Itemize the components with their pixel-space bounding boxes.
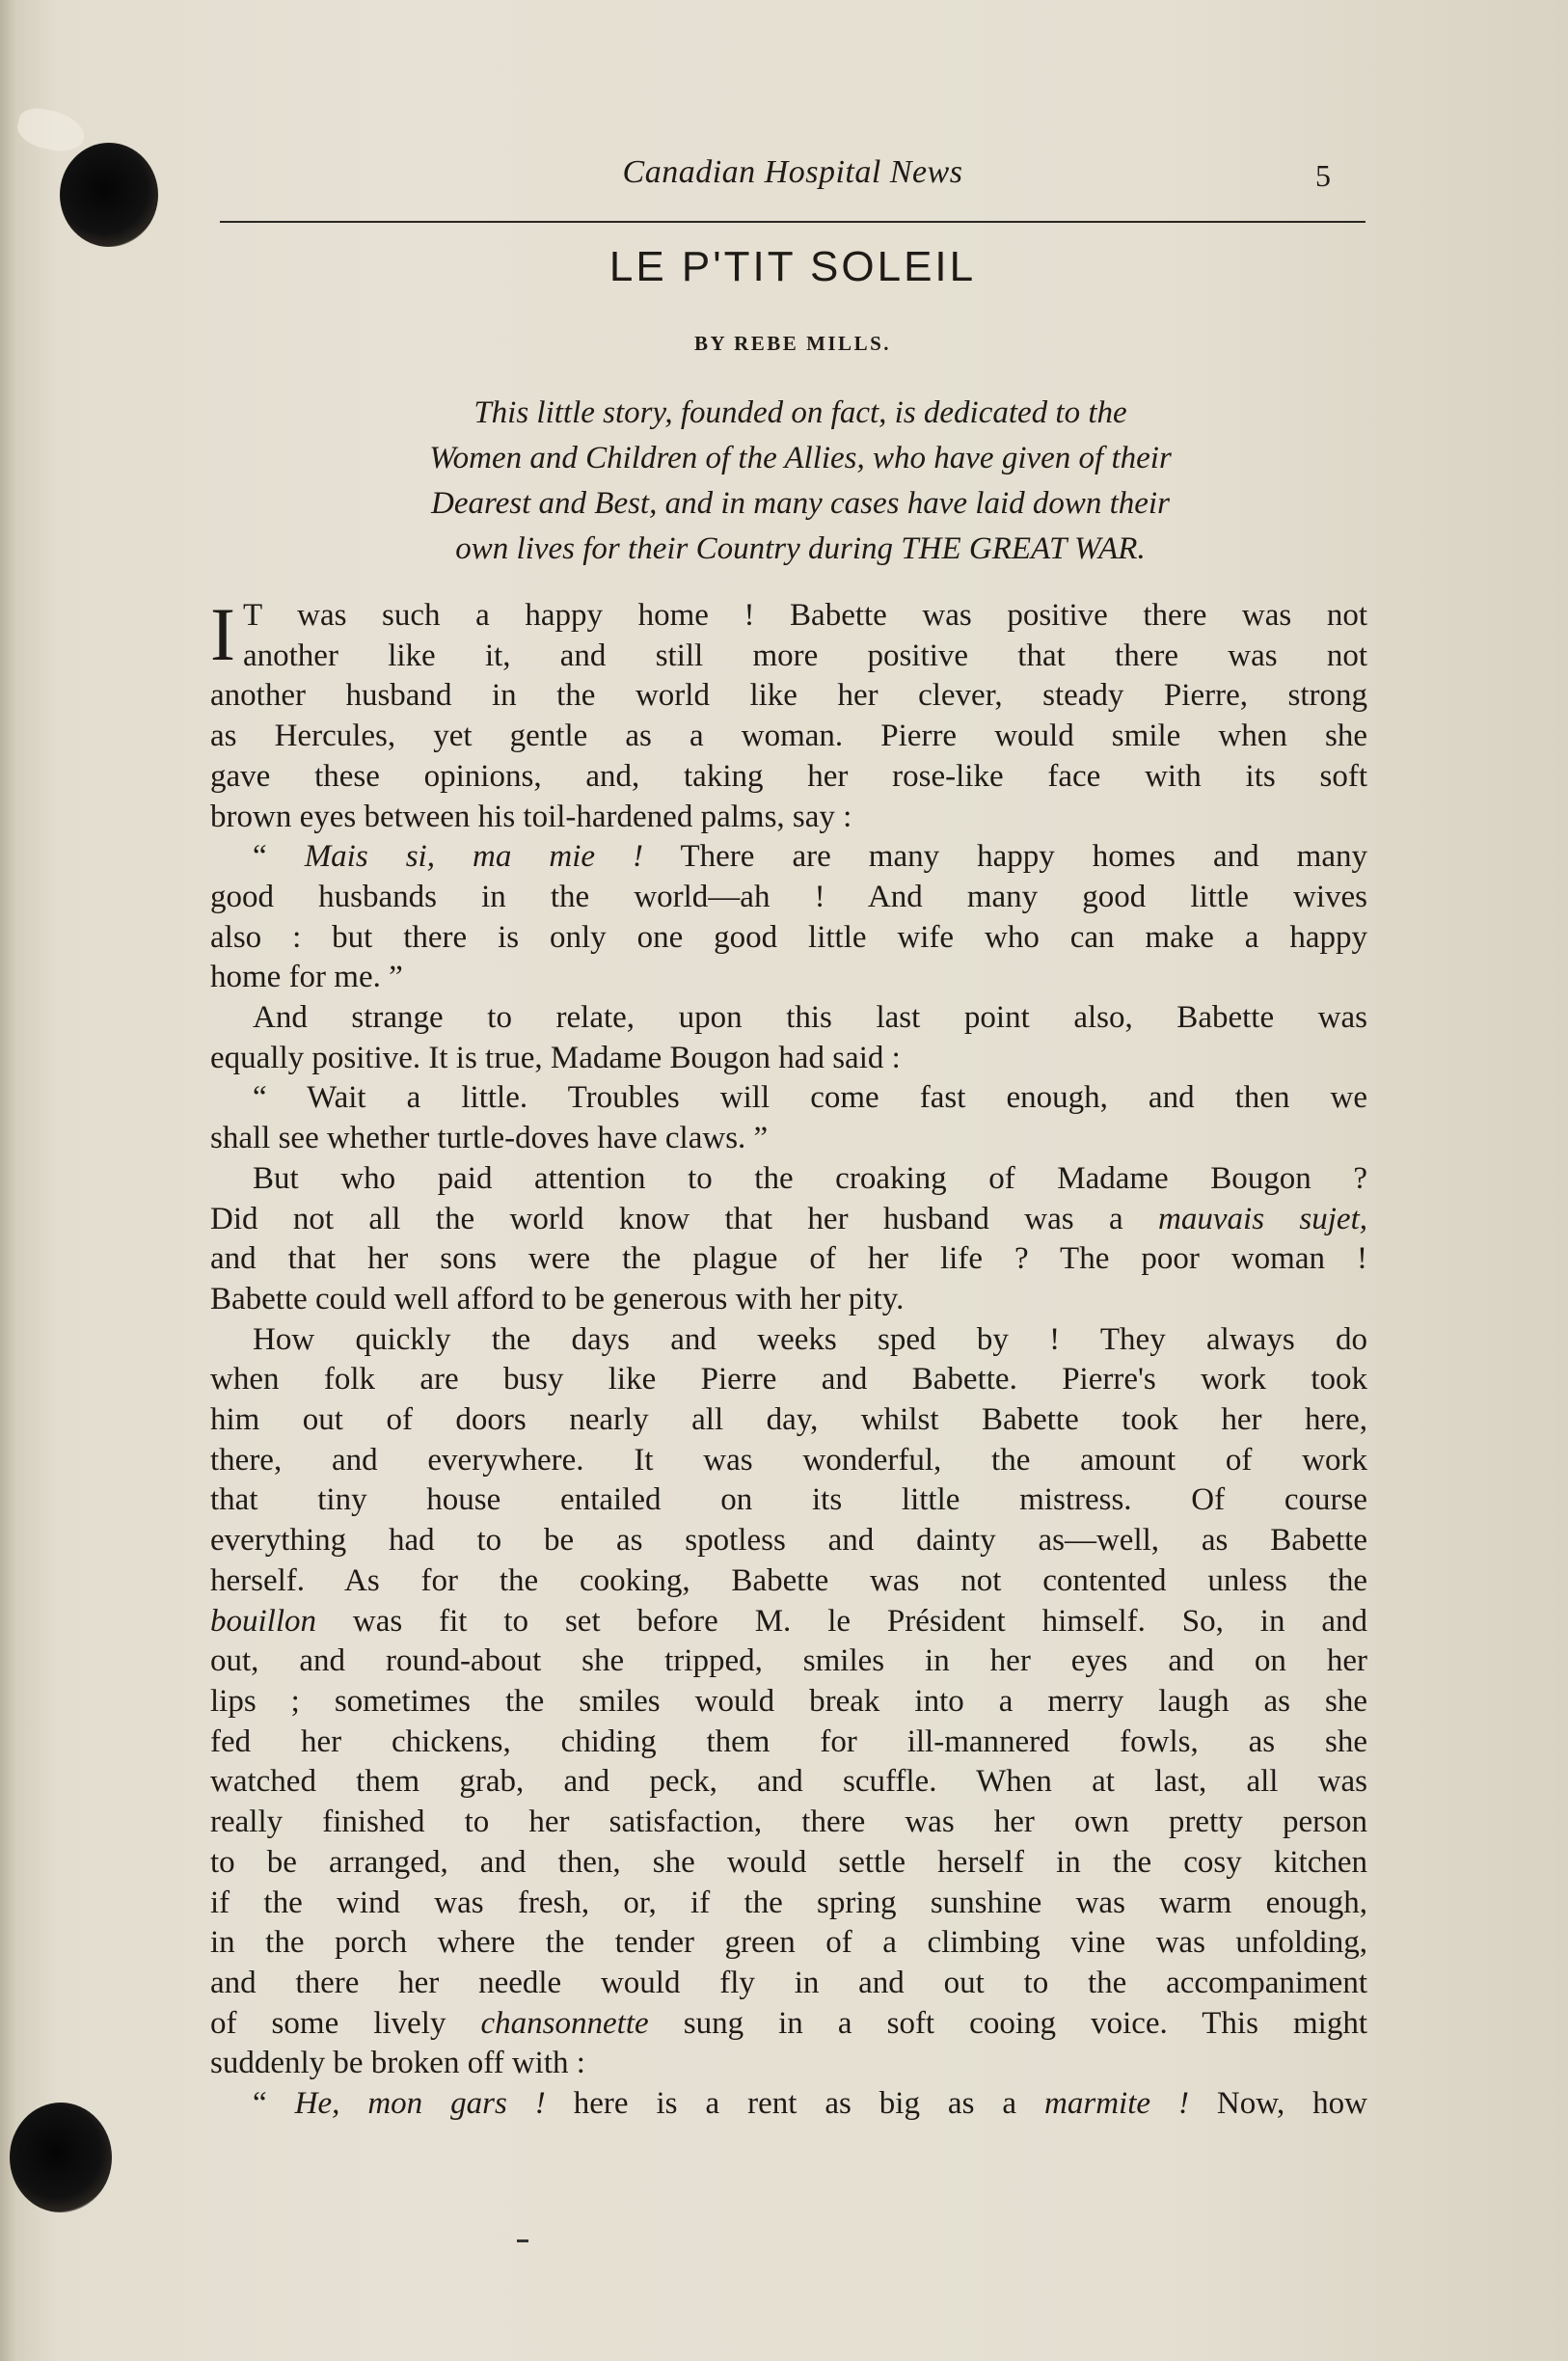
text-line: shall see whether turtle-doves have claws. ” — [210, 1121, 769, 1156]
text-line: herself. As for the cooking, Babette was not contented unless the — [210, 1562, 1367, 1598]
text-line: really finished to her satisfaction, there was her own pretty person — [210, 1805, 1367, 1840]
drop-cap: I — [210, 592, 235, 676]
text-line: and that her sons were the plague of her life ? The poor woman ! — [210, 1241, 1367, 1277]
punch-hole-bottom — [10, 2103, 112, 2212]
text-line: that tiny house entailed on its little mistress. Of course — [210, 1482, 1367, 1518]
dedication-line: Women and Children of the Allies, who have given of their — [429, 441, 1172, 475]
text-line — [210, 1200, 1367, 1240]
paragraph-5 — [210, 1159, 1367, 1320]
dedication-line: Dearest and Best, and in many cases have laid down their — [431, 486, 1170, 521]
quote-mark: “ — [253, 2086, 295, 2122]
italic-phrase: mauvais sujet, — [1158, 1201, 1367, 1236]
text-line: suddenly be broken off with : — [210, 2046, 585, 2081]
text-line: But who paid attention to the croaking of Madame Bougon ? — [253, 1160, 1367, 1196]
dedication — [318, 391, 1283, 572]
text-line: T was such a happy home ! Babette was positive there was not — [242, 598, 1367, 633]
paragraph-2 — [210, 837, 1367, 998]
text-line: How quickly the days and weeks sped by ! They always do — [253, 1321, 1367, 1357]
text-line: and there her needle would fly in and out to the accompaniment — [210, 1965, 1367, 2000]
text-span: There are many happy homes and many — [643, 839, 1367, 875]
text-line: when folk are busy like Pierre and Babette. Pierre's work took — [210, 1362, 1367, 1398]
text-line: there, and everywhere. It was wonderful, the amount of work — [210, 1442, 1367, 1478]
text-line: equally positive. It is true, Madame Bougon had said : — [210, 1040, 901, 1075]
italic-phrase: Mais si, ma mie ! — [304, 839, 644, 875]
text-line: another like it, and still more positive that there was not — [242, 638, 1367, 673]
text-span: sung in a soft cooing voice. This might — [648, 2005, 1367, 2041]
text-line: out, and round-about she tripped, smiles in her eyes and on her — [210, 1643, 1367, 1679]
text-line: fed her chickens, chiding them for ill-mannered fowls, as she — [210, 1723, 1367, 1759]
italic-phrase: bouillon — [210, 1603, 317, 1639]
article-byline: BY REBE MILLS. — [693, 332, 891, 355]
paragraph-3 — [210, 998, 1367, 1078]
header-rule — [220, 221, 1365, 223]
page-header — [220, 154, 1365, 203]
text-span: Now, how — [1188, 2086, 1368, 2122]
text-line: another husband in the world like her clever, steady Pierre, strong — [210, 678, 1367, 714]
text-line: good husbands in the world—ah ! And many good little wives — [210, 879, 1367, 914]
paragraph-6 — [210, 1320, 1367, 2084]
paragraph-1 — [210, 592, 1367, 837]
quote-mark: “ — [253, 839, 305, 875]
italic-phrase: chansonnette — [480, 2005, 649, 2041]
text-line: Babette could well afford to be generous with her pity. — [210, 1281, 905, 1316]
text-span: was fit to set before M. le Président himself. So, in and — [316, 1603, 1367, 1639]
article-body — [210, 592, 1368, 2125]
punch-hole-top — [60, 143, 158, 247]
text-line: everything had to be as spotless and dainty as—well, as Babette — [210, 1523, 1367, 1559]
paragraph-4 — [210, 1078, 1367, 1158]
text-line: lips ; sometimes the smiles would break into a merry laugh as she — [210, 1683, 1367, 1719]
page-left-edge — [0, 0, 17, 2361]
page-number: 5 — [1315, 158, 1331, 193]
text-line: brown eyes between his toil-hardened palms, say : — [210, 799, 852, 834]
text-span: here is a rent as big as a — [545, 2086, 1045, 2122]
dedication-line: This little story, founded on fact, is dedicated to the — [473, 395, 1127, 430]
dedication-line: own lives for their Country during THE GREAT WAR. — [455, 531, 1146, 566]
running-head: Canadian Hospital News — [622, 154, 963, 190]
text-line: And strange to relate, upon this last point also, Babette was — [253, 1000, 1367, 1036]
text-line: home for me. ” — [210, 960, 403, 995]
text-line: watched them grab, and peck, and scuffle. When at last, all was — [210, 1764, 1367, 1800]
text-line: as Hercules, yet gentle as a woman. Pierre would smile when she — [210, 719, 1367, 754]
article-title: LE P'TIT SOLEIL — [608, 243, 977, 290]
text-line: to be arranged, and then, she would settle herself in the cosy kitchen — [210, 1844, 1367, 1880]
text-span: Did not all the world know that her husband was a — [210, 1201, 1159, 1236]
text-line: him out of doors nearly all day, whilst Babette took her here, — [210, 1402, 1367, 1438]
text-line — [210, 1602, 1367, 1642]
text-line: “ Wait a little. Troubles will come fast enough, and then we — [253, 1080, 1367, 1116]
text-line: also : but there is only one good little wife who can make a happy — [210, 919, 1367, 955]
text-line — [210, 2084, 1367, 2125]
text-line: if the wind was fresh, or, if the spring sunshine was warm enough, — [210, 1885, 1367, 1920]
italic-phrase: marmite ! — [1044, 2086, 1189, 2122]
footer-mark — [517, 2239, 528, 2242]
text-line — [210, 837, 1367, 878]
text-span: of some lively — [210, 2005, 481, 2041]
text-line: gave these opinions, and, taking her rose-like face with its soft — [210, 758, 1367, 794]
text-line: in the porch where the tender green of a climbing vine was unfolding, — [210, 1925, 1367, 1961]
paragraph-7 — [210, 2084, 1367, 2125]
text-line — [210, 2004, 1367, 2045]
italic-phrase: He, mon gars ! — [294, 2086, 546, 2122]
